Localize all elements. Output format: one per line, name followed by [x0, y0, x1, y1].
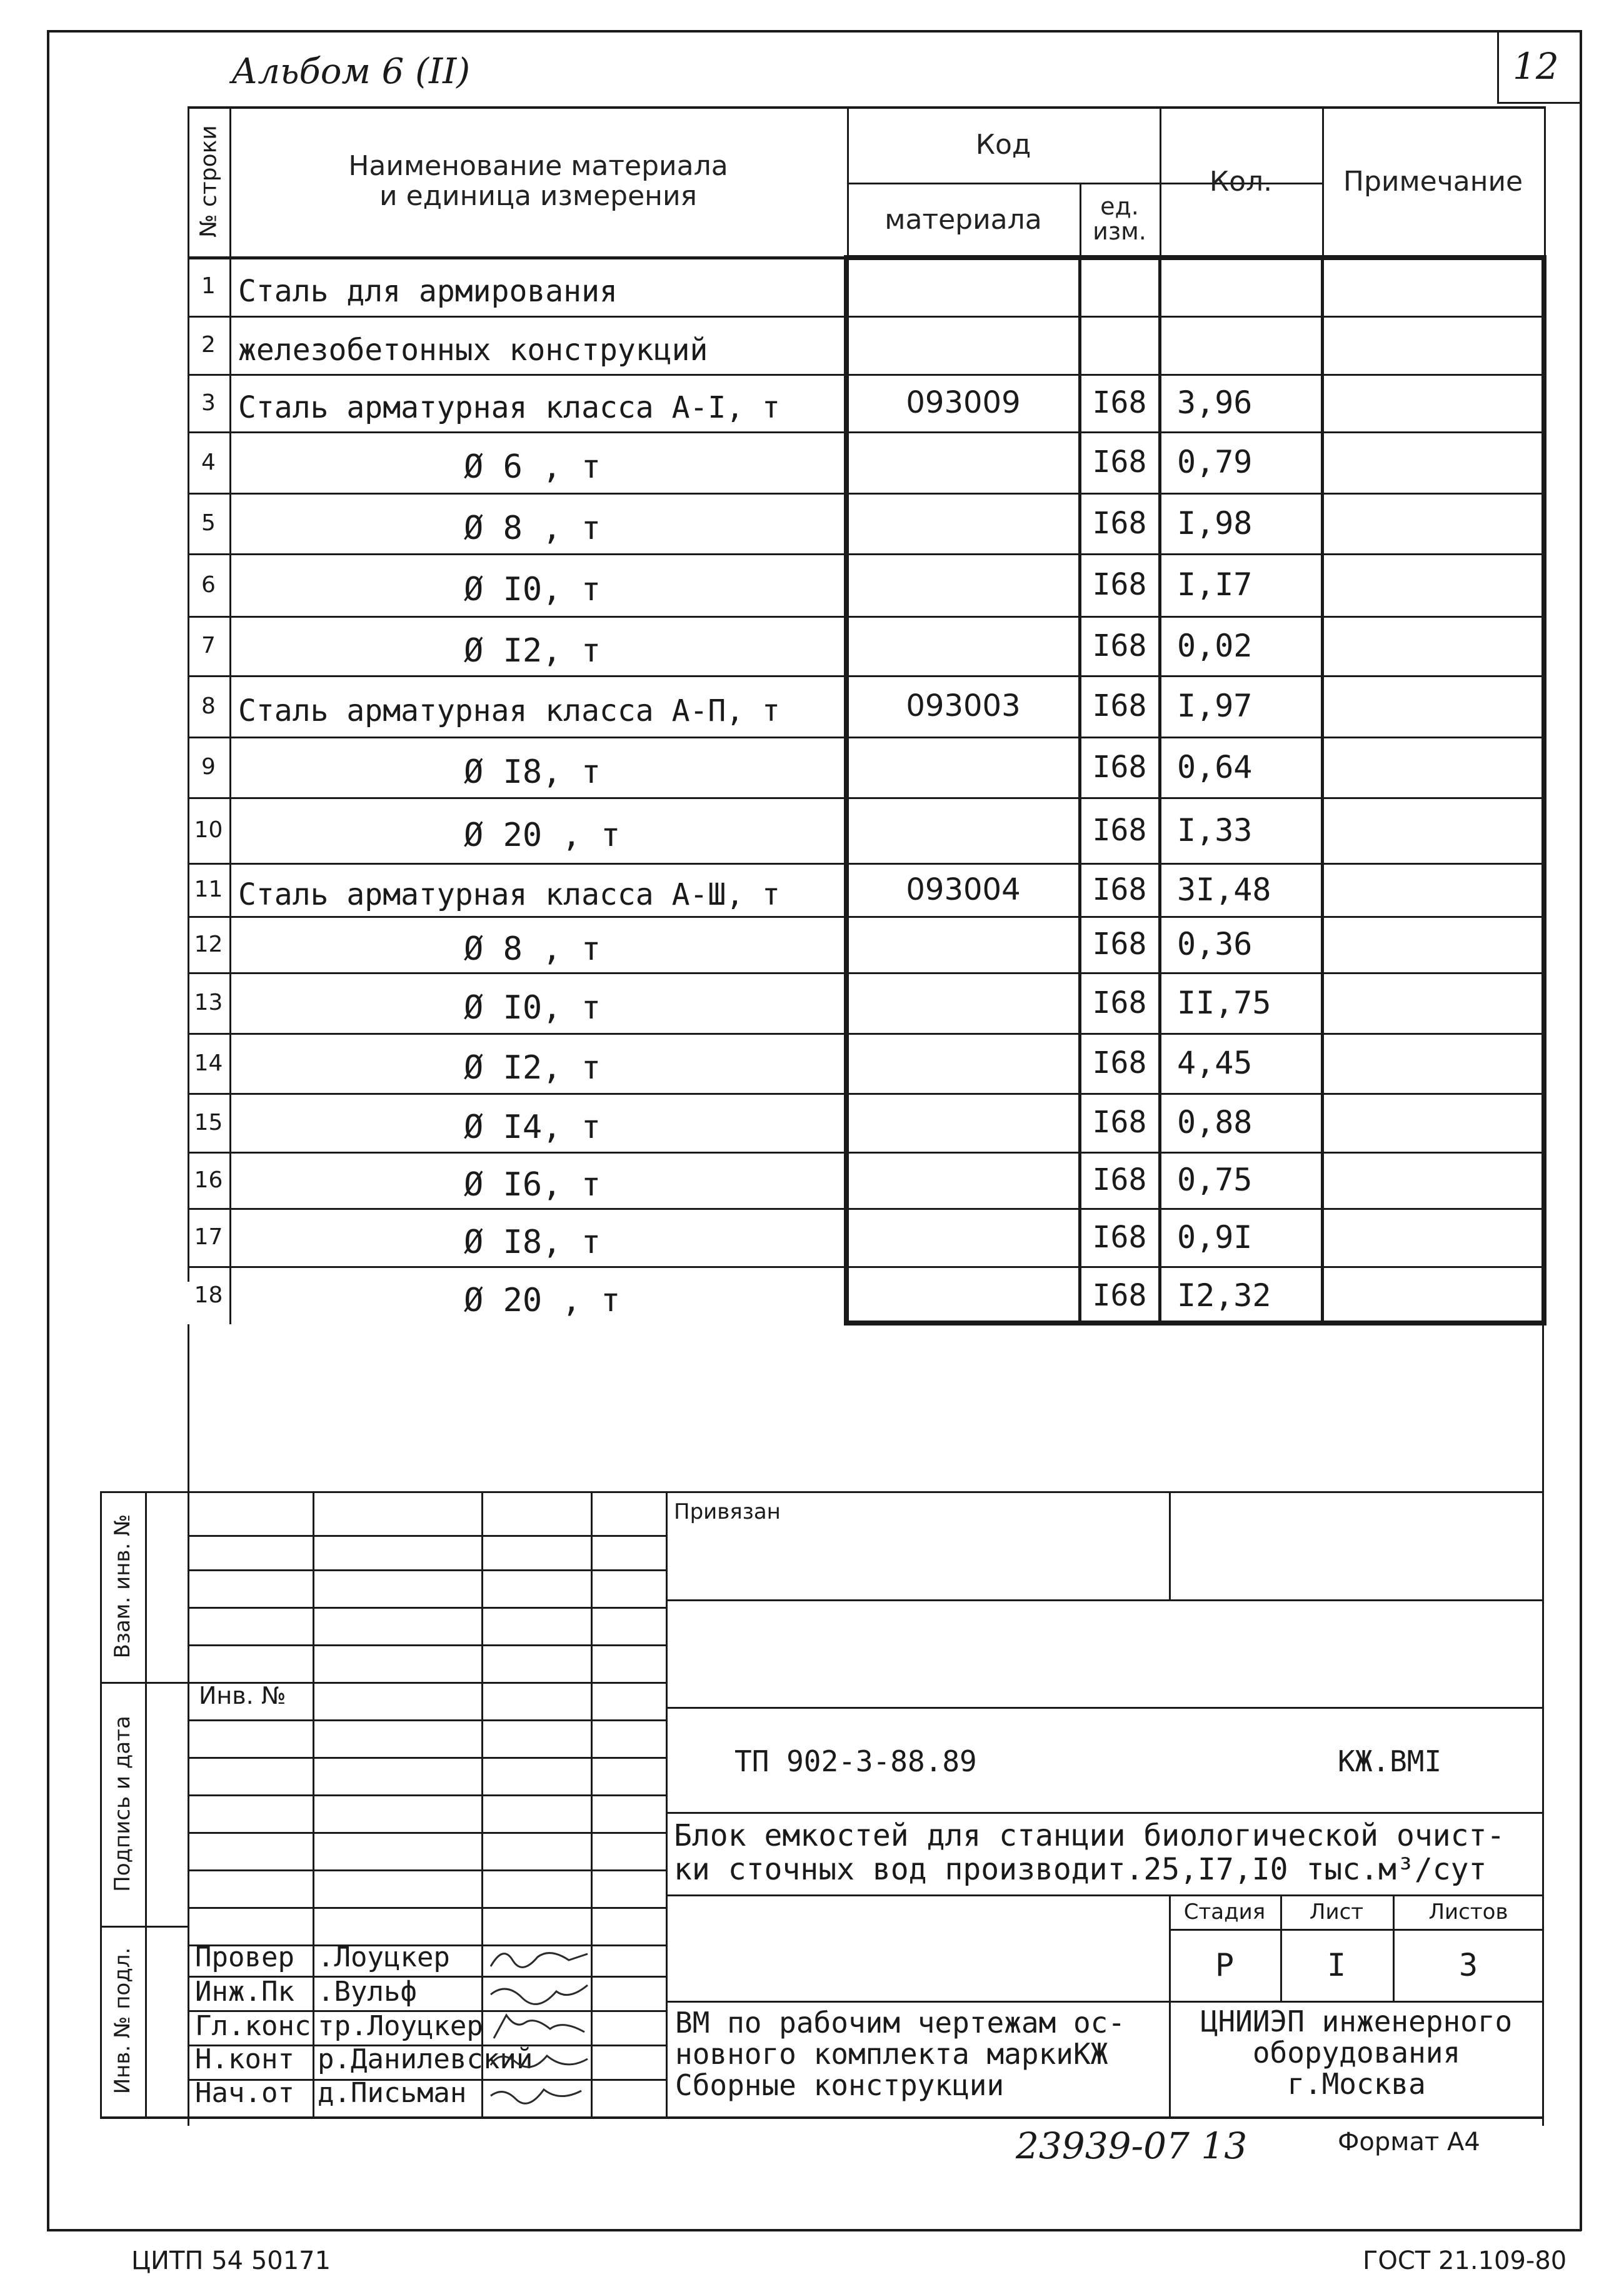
row-unit: I68: [1092, 1105, 1147, 1140]
side-label-podpis: Подпись и дата: [110, 1716, 135, 1892]
row-qty: I,97: [1177, 688, 1253, 724]
row-number: 1: [201, 273, 216, 299]
sign-grid-row: [188, 1607, 666, 1609]
signature-scribble: [488, 2043, 594, 2076]
signer-role: Инж.Пк: [195, 1976, 294, 2008]
title-line-1: Блок емкостей для станции биологической очист-: [674, 1818, 1505, 1853]
row-unit: I68: [1092, 1277, 1147, 1313]
album-label: Альбом 6 (II): [231, 51, 471, 92]
row-unit: I68: [1092, 1045, 1147, 1080]
sign-grid-row: [188, 1832, 666, 1834]
row-unit: I68: [1092, 505, 1147, 541]
tb-line-2730: [666, 1707, 1544, 1709]
side-label-inv: Инв. № подл.: [110, 1947, 135, 2095]
sign-grid-row: [188, 1907, 666, 1909]
row-name: Ø I2, т: [464, 631, 601, 670]
side-label-vzam: Взам. инв. №: [110, 1514, 135, 1659]
row-name: Сталь для армирования: [238, 273, 618, 309]
side-strip-top: [100, 1491, 188, 1493]
row-number: 13: [194, 990, 223, 1015]
row-qty: 0,79: [1177, 444, 1253, 480]
row-unit: I68: [1092, 749, 1147, 785]
sign-grid-row: [188, 1644, 666, 1646]
sign-col-1: [313, 1491, 314, 2116]
sheet-label: Лист: [1309, 1899, 1364, 1924]
row-name: Ø 6 , т: [464, 448, 601, 486]
row-qty: 0,36: [1177, 926, 1253, 962]
row-unit: I68: [1092, 445, 1147, 480]
row-name: Ø I0, т: [464, 989, 601, 1027]
sign-grid-row: [188, 1757, 666, 1759]
row-number: 10: [194, 817, 223, 843]
row-qty: I,33: [1177, 812, 1253, 848]
desc-line-1: ВМ по рабочим чертежам ос-: [675, 2006, 1126, 2040]
row-qty: 0,9I: [1177, 1219, 1253, 1255]
inv-no-label: Инв. №: [199, 1682, 286, 1709]
sheets-label: Листов: [1428, 1899, 1508, 1924]
signer-role: Нач.от: [195, 2077, 294, 2109]
privyazan-divider: [1169, 1491, 1171, 1601]
stamp-number: 23939-07 13: [1016, 2125, 1248, 2167]
sign-grid-row: [188, 1869, 666, 1871]
row-number: 11: [194, 877, 223, 902]
row-qty: 3,96: [1177, 385, 1253, 421]
row-number: 8: [201, 693, 216, 719]
row-number: 7: [201, 633, 216, 658]
privyazan-bottom: [666, 1599, 1544, 1601]
row-name: Сталь арматурная класса А-П, т: [238, 693, 780, 728]
row-material-code: 093003: [906, 688, 1021, 723]
row-unit: I68: [1092, 628, 1147, 663]
row-number: 2: [201, 332, 216, 358]
signer-name: тр.Лоуцкер: [318, 2010, 483, 2042]
sign-grid-row: [188, 1535, 666, 1537]
signer-role: Гл.конс: [195, 2010, 311, 2042]
tb-line-2898: [666, 1812, 1544, 1814]
signature-scribble: [488, 2077, 594, 2110]
title-block-bottom: [100, 2116, 1544, 2119]
side-strip-div2: [100, 1926, 188, 1928]
org-line-1: ЦНИИЭП инженерного: [1200, 2005, 1513, 2038]
desc-line-2: новного комплекта маркиКЖ: [675, 2037, 1108, 2071]
row-number: 3: [201, 390, 216, 416]
row-name: Ø 20 , т: [464, 1281, 621, 1319]
org-line-3: г.Москва: [1287, 2067, 1426, 2101]
header-qty: Кол.: [1209, 165, 1273, 198]
row-name: Сталь арматурная класса А-I, т: [238, 390, 780, 425]
row-unit: I68: [1092, 688, 1147, 723]
title-line-2: ки сточных вод производит.25,I7,I0 тыс.м³/сут: [674, 1852, 1487, 1887]
row-qty: 3I,48: [1177, 871, 1271, 908]
header-code: Код: [975, 128, 1031, 161]
tb-top: [188, 1491, 1544, 1493]
signer-name: р.Данилевский: [318, 2043, 533, 2075]
doc-number: ТП 902-3-88.89: [734, 1744, 977, 1778]
row-name: Ø I4, т: [464, 1109, 601, 1146]
row-qty: I2,32: [1177, 1277, 1271, 1314]
side-strip-div1: [100, 1682, 188, 1684]
signer-role: Провер: [195, 1941, 294, 1973]
org-line-2: оборудования: [1252, 2036, 1461, 2070]
privyazan-label: Привязан: [674, 1499, 781, 1524]
row-number: 4: [201, 449, 216, 475]
row-number: 16: [194, 1167, 223, 1193]
format-label: Формат А4: [1338, 2128, 1480, 2156]
row-number: 15: [194, 1109, 223, 1135]
row-name: Ø I8, т: [464, 1223, 601, 1261]
desc-line-3: Сборные конструкции: [675, 2068, 1005, 2102]
side-strip-right: [145, 1491, 147, 2116]
row-name: Ø 20 , т: [464, 816, 621, 854]
signer-name: д.Письман: [318, 2077, 467, 2109]
sign-col-4: [666, 1491, 668, 2116]
footer-left: ЦИТП 54 50171: [131, 2246, 331, 2275]
row-name: Ø 8 , т: [464, 509, 601, 547]
row-number: 5: [201, 510, 216, 536]
signature-scribble: [488, 1941, 594, 1974]
row-number: 12: [194, 931, 223, 957]
row-qty: 0,64: [1177, 748, 1253, 785]
tb-line-3200: [666, 2001, 1544, 2003]
header-note: Примечание: [1343, 165, 1523, 198]
row-qty: 0,75: [1177, 1162, 1253, 1198]
row-unit: I68: [1092, 385, 1147, 420]
row-material-code: 093009: [906, 385, 1021, 420]
row-material-code: 093004: [906, 872, 1021, 907]
stage-label: Стадия: [1183, 1899, 1266, 1924]
sheets-value: 3: [1458, 1946, 1478, 1983]
row-unit: I68: [1092, 567, 1147, 602]
row-name: железобетонных конструкций: [238, 332, 708, 368]
row-qty: 0,02: [1177, 627, 1253, 664]
sign-grid-row: [188, 1794, 666, 1796]
header-material: материала: [885, 203, 1042, 236]
stage-value: Р: [1215, 1946, 1235, 1983]
row-name: Ø I6, т: [464, 1166, 601, 1204]
signature-scribble: [488, 1976, 594, 2008]
side-strip-left: [100, 1491, 102, 2116]
row-unit: I68: [1092, 1162, 1147, 1197]
row-number: 9: [201, 754, 216, 780]
footer-right: ГОСТ 21.109-80: [1363, 2246, 1567, 2275]
signer-name: .Лоуцкер: [318, 1941, 450, 1973]
row-name: Ø I0, т: [464, 571, 601, 608]
row-qty: 0,88: [1177, 1104, 1253, 1140]
header-row-number: № строки: [196, 125, 221, 238]
row-name: Сталь арматурная класса А-Ш, т: [238, 877, 780, 912]
row-number: 6: [201, 571, 216, 598]
row-unit: I68: [1092, 872, 1147, 907]
row-unit: I68: [1092, 927, 1147, 962]
row-number: 14: [194, 1050, 223, 1076]
row-name: Ø I2, т: [464, 1049, 601, 1087]
row-unit: I68: [1092, 1219, 1147, 1255]
header-name: Наименование материала и единица измерения: [348, 149, 728, 212]
row-name: Ø 8 , т: [464, 930, 601, 968]
row-qty: II,75: [1177, 984, 1271, 1021]
header-unit: ед. изм.: [1093, 193, 1146, 245]
row-qty: I,I7: [1177, 566, 1253, 603]
doc-code: КЖ.ВМI: [1338, 1744, 1442, 1778]
row-number: 17: [194, 1224, 223, 1250]
signature-scribble: [488, 2010, 594, 2043]
sign-grid-row: [188, 1719, 666, 1721]
row-qty: I,98: [1177, 505, 1253, 541]
row-number: 18: [194, 1282, 223, 1308]
signer-name: .Вульф: [318, 1976, 417, 2008]
row-unit: I68: [1092, 985, 1147, 1020]
sign-grid-row: [188, 1569, 666, 1571]
row-unit: I68: [1092, 812, 1147, 848]
signer-role: Н.конт: [195, 2043, 294, 2075]
sheet-value: I: [1326, 1946, 1346, 1983]
row-qty: 4,45: [1177, 1045, 1253, 1081]
row-name: Ø I8, т: [464, 753, 601, 791]
sheet-number: 12: [1513, 45, 1559, 88]
